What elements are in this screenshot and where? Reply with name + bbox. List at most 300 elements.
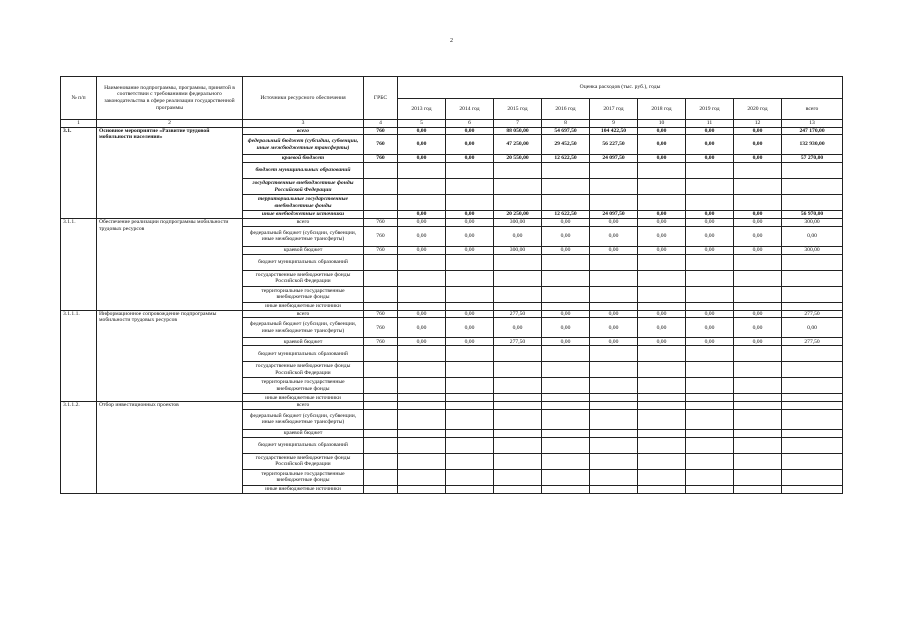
year-value: 0,00 [686, 135, 734, 155]
year-value [494, 437, 542, 453]
year-value [638, 195, 686, 211]
year-value [590, 362, 638, 378]
year-value [686, 429, 734, 437]
grbs-code [364, 437, 398, 453]
year-value [398, 402, 446, 410]
year-value: 54 697,50 [542, 127, 590, 135]
year-value [446, 394, 494, 402]
year-value: 0,00 [734, 318, 782, 338]
grbs-code [364, 346, 398, 362]
year-value: 0,00 [446, 219, 494, 227]
year-value [638, 453, 686, 469]
year-value: 0,00 [638, 226, 686, 246]
year-value: 12 622,50 [542, 155, 590, 163]
year-value: 277,50 [494, 310, 542, 318]
year-value: 0,00 [638, 135, 686, 155]
year-value [686, 163, 734, 179]
year-value [590, 437, 638, 453]
total-value [782, 163, 843, 179]
grbs-code [364, 254, 398, 270]
year-value [398, 254, 446, 270]
year-value: 0,00 [398, 226, 446, 246]
year-value [494, 302, 542, 310]
funding-source: краевой бюджет [243, 246, 364, 254]
year-value: 0,00 [638, 155, 686, 163]
year-value [542, 429, 590, 437]
expense-table [60, 76, 843, 494]
year-value [446, 254, 494, 270]
item-number: 3.1. [61, 127, 97, 219]
year-value [398, 453, 446, 469]
funding-source: краевой бюджет [243, 155, 364, 163]
header-year: 2015 год [494, 99, 542, 120]
funding-source: иные внебюджетные источники [243, 394, 364, 402]
funding-source: федеральный бюджет (субсидии, субвенции, иные межбюджетные трансферты) [243, 135, 364, 155]
grbs-code [364, 362, 398, 378]
year-value: 0,00 [686, 246, 734, 254]
year-value: 56 227,50 [590, 135, 638, 155]
year-value: 0,00 [446, 155, 494, 163]
year-value [686, 378, 734, 394]
year-value: 0,00 [398, 155, 446, 163]
grbs-code [364, 211, 398, 219]
year-value [734, 195, 782, 211]
year-value: 0,00 [398, 127, 446, 135]
year-value [446, 195, 494, 211]
year-value [446, 346, 494, 362]
year-value [494, 254, 542, 270]
funding-source: всего [243, 310, 364, 318]
year-value [494, 409, 542, 429]
year-value [446, 378, 494, 394]
year-value [590, 378, 638, 394]
year-value: 20 250,00 [494, 211, 542, 219]
funding-source: всего [243, 127, 364, 135]
year-value: 0,00 [542, 318, 590, 338]
table-row [61, 219, 843, 227]
year-value [590, 270, 638, 286]
year-value [638, 302, 686, 310]
year-value [398, 485, 446, 493]
year-value [494, 485, 542, 493]
year-value [734, 179, 782, 195]
year-value: 0,00 [590, 219, 638, 227]
year-value [686, 179, 734, 195]
year-value [542, 195, 590, 211]
header-grbs: ГРБС [364, 77, 398, 120]
grbs-code: 760 [364, 318, 398, 338]
total-value [782, 394, 843, 402]
funding-source: государственные внебюджетные фонды Российской Федерации [243, 453, 364, 469]
year-value [398, 270, 446, 286]
year-value [734, 362, 782, 378]
header-source: Источники ресурсного обеспечения [243, 77, 364, 120]
year-value [494, 346, 542, 362]
grbs-code: 760 [364, 246, 398, 254]
year-value: 0,00 [542, 219, 590, 227]
header-num: № п/п [61, 77, 97, 120]
total-value: 300,00 [782, 246, 843, 254]
year-value [542, 409, 590, 429]
year-value [638, 346, 686, 362]
year-value [398, 469, 446, 485]
year-value [494, 163, 542, 179]
year-value [734, 302, 782, 310]
year-value: 0,00 [494, 226, 542, 246]
grbs-code [364, 402, 398, 410]
year-value: 0,00 [590, 318, 638, 338]
year-value: 24 097,50 [590, 211, 638, 219]
funding-source: территориальные государственные внебюджетные фонды [243, 469, 364, 485]
total-value [782, 429, 843, 437]
year-value [686, 394, 734, 402]
year-value [734, 453, 782, 469]
year-value [494, 378, 542, 394]
total-value: 277,50 [782, 338, 843, 346]
year-value: 0,00 [590, 310, 638, 318]
header-total: всего [782, 99, 843, 120]
funding-source: федеральный бюджет (субсидии, субвенции, иные межбюджетные трансферты) [243, 226, 364, 246]
funding-source: федеральный бюджет (субсидии, субвенции, иные межбюджетные трансферты) [243, 409, 364, 429]
grbs-code: 760 [364, 310, 398, 318]
total-value: 56 970,00 [782, 211, 843, 219]
item-number: 3.1.1. [61, 219, 97, 311]
grbs-code [364, 453, 398, 469]
header-estimate: Оценка расходов (тыс. руб.), годы [398, 77, 843, 99]
year-value [686, 270, 734, 286]
year-value [686, 469, 734, 485]
total-value [782, 179, 843, 195]
grbs-code [364, 270, 398, 286]
funding-source: территориальные государственные внебюджетные фонды [243, 286, 364, 302]
year-value: 0,00 [542, 226, 590, 246]
year-value [494, 362, 542, 378]
year-value: 0,00 [638, 211, 686, 219]
year-value [494, 402, 542, 410]
year-value [398, 195, 446, 211]
year-value [542, 469, 590, 485]
total-value [782, 270, 843, 286]
funding-source: бюджет муниципальных образований [243, 254, 364, 270]
page-number: 2 [450, 38, 453, 44]
year-value: 0,00 [446, 318, 494, 338]
year-value [734, 163, 782, 179]
year-value [494, 394, 542, 402]
year-value: 0,00 [686, 155, 734, 163]
year-value [494, 429, 542, 437]
year-value [542, 254, 590, 270]
total-value [782, 453, 843, 469]
year-value [734, 394, 782, 402]
funding-source: всего [243, 219, 364, 227]
year-value [446, 286, 494, 302]
year-value [638, 254, 686, 270]
grbs-code [364, 469, 398, 485]
total-value [782, 485, 843, 493]
year-value: 0,00 [734, 127, 782, 135]
year-value: 0,00 [542, 310, 590, 318]
year-value [398, 409, 446, 429]
year-value [590, 286, 638, 302]
year-value [734, 409, 782, 429]
funding-source: бюджет муниципальных образований [243, 163, 364, 179]
funding-source: федеральный бюджет (субсидии, субвенции, иные межбюджетные трансферты) [243, 318, 364, 338]
grbs-code [364, 163, 398, 179]
grbs-code: 760 [364, 135, 398, 155]
total-value: 247 170,00 [782, 127, 843, 135]
grbs-code: 760 [364, 338, 398, 346]
item-name: Обеспечение реализации подпрограммы мобильности трудовых ресурсов [97, 219, 243, 311]
year-value [542, 394, 590, 402]
header-year: 2017 год [590, 99, 638, 120]
year-value [542, 485, 590, 493]
year-value [734, 437, 782, 453]
total-value [782, 346, 843, 362]
table-row [61, 402, 843, 410]
year-value: 0,00 [398, 338, 446, 346]
item-number: 3.1.1.1. [61, 310, 97, 402]
year-value: 0,00 [638, 338, 686, 346]
year-value [686, 409, 734, 429]
column-number: 2 [97, 120, 243, 128]
column-number: 5 [398, 120, 446, 128]
total-value: 300,00 [782, 219, 843, 227]
year-value: 0,00 [638, 127, 686, 135]
year-value [494, 179, 542, 195]
funding-source: бюджет муниципальных образований [243, 437, 364, 453]
year-value [686, 195, 734, 211]
year-value [542, 378, 590, 394]
year-value [494, 453, 542, 469]
year-value [398, 429, 446, 437]
header-name: Наименование подпрограммы, программы, принятой в соответствии с требованиями федерального законодательства в сфере реализации государственной программы [97, 77, 243, 120]
grbs-code: 760 [364, 127, 398, 135]
year-value: 0,00 [638, 310, 686, 318]
header-year: 2014 год [446, 99, 494, 120]
grbs-code [364, 485, 398, 493]
year-value [590, 429, 638, 437]
column-number: 7 [494, 120, 542, 128]
year-value [638, 286, 686, 302]
year-value: 0,00 [686, 338, 734, 346]
year-value [590, 485, 638, 493]
year-value: 0,00 [446, 211, 494, 219]
year-value [446, 302, 494, 310]
grbs-code [364, 409, 398, 429]
funding-source: территориальные государственные внебюджетные фонды [243, 378, 364, 394]
year-value [542, 402, 590, 410]
year-value [734, 254, 782, 270]
grbs-code [364, 429, 398, 437]
year-value [398, 163, 446, 179]
year-value: 0,00 [446, 127, 494, 135]
year-value: 0,00 [542, 246, 590, 254]
year-value [638, 429, 686, 437]
year-value [686, 362, 734, 378]
year-value [446, 402, 494, 410]
year-value: 300,00 [494, 246, 542, 254]
year-value [398, 437, 446, 453]
year-value: 0,00 [734, 338, 782, 346]
year-value [542, 302, 590, 310]
year-value: 0,00 [734, 219, 782, 227]
year-value [638, 378, 686, 394]
year-value [686, 437, 734, 453]
year-value [446, 453, 494, 469]
year-value: 0,00 [734, 246, 782, 254]
year-value [686, 346, 734, 362]
year-value: 0,00 [542, 338, 590, 346]
year-value: 0,00 [686, 318, 734, 338]
year-value: 0,00 [446, 338, 494, 346]
item-number: 3.1.1.2. [61, 402, 97, 494]
column-number: 4 [364, 120, 398, 128]
year-value [734, 485, 782, 493]
column-number: 1 [61, 120, 97, 128]
column-number: 10 [638, 120, 686, 128]
total-value [782, 409, 843, 429]
header-year: 2019 год [686, 99, 734, 120]
year-value [638, 409, 686, 429]
year-value [638, 362, 686, 378]
table-row [61, 127, 843, 135]
item-name: Информационное сопровождение подпрограммы мобильности трудовых ресурсов [97, 310, 243, 402]
grbs-code [364, 195, 398, 211]
grbs-code [364, 394, 398, 402]
year-value [398, 394, 446, 402]
total-value [782, 469, 843, 485]
header-year: 2016 год [542, 99, 590, 120]
year-value [734, 402, 782, 410]
total-value: 57 270,00 [782, 155, 843, 163]
year-value: 0,00 [398, 219, 446, 227]
year-value: 0,00 [638, 219, 686, 227]
item-name: Основное мероприятие «Развитие трудовой мобильности населения» [97, 127, 243, 219]
funding-source: иные внебюджетные источники [243, 485, 364, 493]
funding-source: краевой бюджет [243, 429, 364, 437]
total-value [782, 286, 843, 302]
year-value: 0,00 [686, 211, 734, 219]
year-value [638, 437, 686, 453]
total-value [782, 362, 843, 378]
year-value [398, 179, 446, 195]
funding-source: бюджет муниципальных образований [243, 346, 364, 362]
year-value [590, 402, 638, 410]
year-value: 0,00 [734, 211, 782, 219]
year-value: 0,00 [398, 318, 446, 338]
year-value [638, 469, 686, 485]
year-value [398, 378, 446, 394]
year-value [638, 179, 686, 195]
year-value [542, 362, 590, 378]
year-value [398, 302, 446, 310]
year-value: 0,00 [446, 246, 494, 254]
year-value [494, 469, 542, 485]
year-value: 0,00 [686, 226, 734, 246]
year-value: 0,00 [734, 226, 782, 246]
funding-source: краевой бюджет [243, 338, 364, 346]
year-value: 12 622,50 [542, 211, 590, 219]
year-value [542, 286, 590, 302]
year-value [446, 429, 494, 437]
year-value: 0,00 [398, 135, 446, 155]
year-value [542, 270, 590, 286]
year-value [494, 270, 542, 286]
column-number: 13 [782, 120, 843, 128]
total-value [782, 437, 843, 453]
year-value [590, 302, 638, 310]
year-value [686, 402, 734, 410]
funding-source: иные внебюджетные источники [243, 302, 364, 310]
year-value: 24 097,50 [590, 155, 638, 163]
year-value [590, 179, 638, 195]
year-value [638, 270, 686, 286]
year-value [686, 254, 734, 270]
year-value [542, 346, 590, 362]
funding-source: государственные внебюджетные фонды Российской Федерации [243, 362, 364, 378]
year-value [638, 394, 686, 402]
year-value [638, 163, 686, 179]
year-value [542, 437, 590, 453]
year-value [446, 469, 494, 485]
grbs-code [364, 378, 398, 394]
year-value [542, 453, 590, 469]
year-value: 104 422,50 [590, 127, 638, 135]
year-value: 20 550,00 [494, 155, 542, 163]
year-value [638, 485, 686, 493]
year-value [398, 362, 446, 378]
header-year: 2018 год [638, 99, 686, 120]
year-value [734, 346, 782, 362]
total-value: 277,50 [782, 310, 843, 318]
year-value: 300,00 [494, 219, 542, 227]
column-number: 8 [542, 120, 590, 128]
year-value [398, 286, 446, 302]
year-value [590, 195, 638, 211]
year-value: 0,00 [590, 246, 638, 254]
year-value [686, 485, 734, 493]
year-value: 0,00 [686, 310, 734, 318]
grbs-code: 760 [364, 226, 398, 246]
grbs-code: 760 [364, 219, 398, 227]
year-value: 0,00 [446, 135, 494, 155]
year-value: 0,00 [686, 127, 734, 135]
year-value [734, 270, 782, 286]
column-number: 9 [590, 120, 638, 128]
total-value: 0,00 [782, 318, 843, 338]
year-value [734, 429, 782, 437]
total-value: 132 930,00 [782, 135, 843, 155]
year-value [590, 254, 638, 270]
header-year: 2013 год [398, 99, 446, 120]
total-value [782, 254, 843, 270]
year-value: 0,00 [398, 211, 446, 219]
funding-source: иные внебюджетные источники [243, 211, 364, 219]
year-value [542, 179, 590, 195]
total-value [782, 378, 843, 394]
column-number: 6 [446, 120, 494, 128]
year-value [446, 179, 494, 195]
year-value: 0,00 [398, 310, 446, 318]
year-value: 47 250,00 [494, 135, 542, 155]
year-value: 277,50 [494, 338, 542, 346]
funding-source: государственные внебюджетные фонды Российской Федерации [243, 270, 364, 286]
grbs-code [364, 302, 398, 310]
year-value [590, 453, 638, 469]
year-value [734, 378, 782, 394]
year-value: 0,00 [734, 310, 782, 318]
year-value [734, 469, 782, 485]
